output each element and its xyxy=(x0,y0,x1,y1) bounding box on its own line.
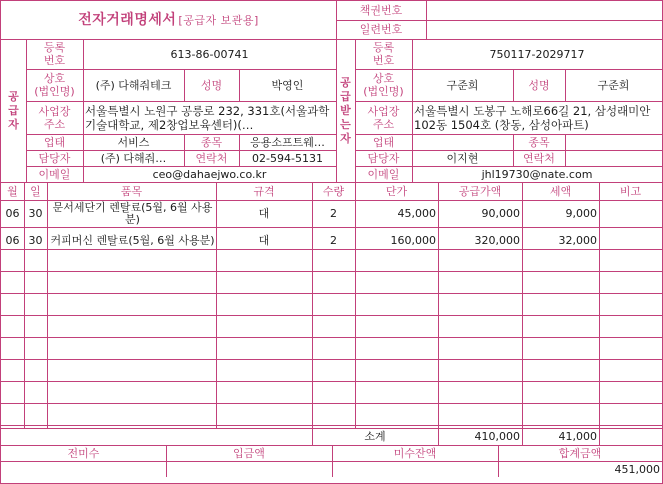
table-row-1-spec: 대 xyxy=(258,207,270,220)
book-number-value xyxy=(426,1,662,20)
table-row-1-supply: 90,000 xyxy=(481,207,520,220)
receiver-manager-label: 담당자 xyxy=(367,151,400,165)
table-row-2-item: 커피머신 렌탈료(5월, 6월 사용분) xyxy=(50,233,215,247)
grid-hline xyxy=(26,166,336,167)
supplier-name: 박영인 xyxy=(271,78,304,92)
receiver-name-label: 성명 xyxy=(528,78,550,92)
col-header-spec: 규격 xyxy=(253,184,275,198)
subtotal-label: 소계 xyxy=(364,430,386,443)
receiver-address: 서울특별시 도봉구 노해로66길 21, 삼성래미안 102동 1504호 (창동, 삼성아파트) xyxy=(414,103,651,132)
table-row-1-tax: 9,000 xyxy=(565,207,597,220)
grid-hline xyxy=(355,101,662,102)
total-value: 451,000 xyxy=(614,462,660,476)
grid-hline xyxy=(1,39,662,40)
grid-vline xyxy=(355,182,356,428)
grid-hline xyxy=(1,461,662,462)
grid-hline xyxy=(355,166,662,167)
receiver-contact xyxy=(565,150,662,166)
grid-vline xyxy=(426,1,427,39)
grid-vline xyxy=(239,69,240,101)
received-label: 입금액 xyxy=(233,446,265,460)
grid-vline xyxy=(47,182,48,428)
col-header-supply: 공급가액 xyxy=(458,184,502,198)
supplier-manager: (주) 다해줘… xyxy=(100,151,167,165)
supplier-company-label: 상호 (법인명) xyxy=(34,72,75,98)
grid-hline xyxy=(336,20,662,21)
col-header-month: 월 xyxy=(7,184,18,198)
grid-vline xyxy=(216,182,217,428)
col-header-unit-price: 단가 xyxy=(385,184,408,198)
col-header-day: 일 xyxy=(30,184,41,198)
prev-balance-value xyxy=(1,461,166,477)
table-row-2-tax: 32,000 xyxy=(558,234,597,247)
grid-hline xyxy=(1,200,662,201)
grid-vline xyxy=(355,39,356,182)
unpaid-value xyxy=(332,461,498,477)
receiver-company: 구준희 xyxy=(446,78,479,92)
supplier-side-label: 공 급 자 xyxy=(8,89,19,131)
receiver-side-label: 공 급 받 는 자 xyxy=(340,75,351,145)
grid-hline xyxy=(355,134,662,135)
receiver-reg-no-label: 등록 번호 xyxy=(372,41,395,67)
grid-hline xyxy=(1,293,662,294)
grid-vline xyxy=(565,69,566,101)
grid-hline xyxy=(1,271,662,272)
supplier-contact-label: 연락처 xyxy=(195,151,228,165)
subtotal-supply: 410,000 xyxy=(474,430,520,443)
table-row-1-day: 30 xyxy=(28,207,43,220)
grid-hline xyxy=(26,134,336,135)
document-title: 전자거래명세서 [공급자 보관용] xyxy=(78,11,259,28)
grid-vline xyxy=(513,134,514,166)
supplier-item-label: 종목 xyxy=(200,135,223,149)
receiver-email: jhl19730@nate.com xyxy=(481,167,593,181)
grid-hline xyxy=(355,150,662,151)
receiver-business-type-label: 업태 xyxy=(372,135,395,149)
grid-hline xyxy=(1,359,662,360)
grid-hline xyxy=(1,428,662,429)
grid-vline xyxy=(599,428,600,445)
document-title-sub: [공급자 보관용] xyxy=(178,13,259,27)
supplier-business-type-label: 업태 xyxy=(43,135,66,149)
col-header-note: 비고 xyxy=(619,184,642,198)
grid-vline xyxy=(412,39,413,182)
prev-balance-label: 전미수 xyxy=(67,446,100,460)
grid-vline xyxy=(438,182,439,428)
supplier-item: 응용소프트웨… xyxy=(250,135,325,149)
receiver-business-type xyxy=(412,134,513,150)
receiver-manager: 이지현 xyxy=(446,151,479,165)
grid-hline xyxy=(1,381,662,382)
grid-hline xyxy=(355,69,662,70)
table-row-1-note xyxy=(599,200,662,227)
subtotal-tax: 41,000 xyxy=(558,430,597,443)
grid-vline xyxy=(312,182,313,428)
grid-hline xyxy=(26,101,336,102)
grid-vline xyxy=(565,134,566,166)
col-header-item: 품목 xyxy=(120,184,143,198)
table-row-2-qty: 2 xyxy=(330,234,337,247)
grid-vline xyxy=(599,182,600,428)
table-row-2-month: 06 xyxy=(5,234,20,247)
grid-vline xyxy=(522,428,523,445)
receiver-contact-label: 연락처 xyxy=(523,151,555,165)
grid-hline xyxy=(1,249,662,250)
grid-hline xyxy=(1,425,662,426)
table-row-2-supply: 320,000 xyxy=(474,234,520,247)
grid-vline xyxy=(336,1,337,182)
receiver-item-label: 종목 xyxy=(528,135,550,149)
table-row-1-unit-price: 45,000 xyxy=(397,207,436,220)
serial-number-label: 일련번호 xyxy=(359,23,403,36)
grid-vline xyxy=(513,69,514,101)
grid-vline xyxy=(239,134,240,166)
serial-number-value xyxy=(426,20,662,39)
grid-vline xyxy=(522,182,523,428)
grid-vline xyxy=(312,428,313,445)
grid-hline xyxy=(26,69,336,70)
receiver-address-label: 사업장 주소 xyxy=(367,104,400,131)
grid-vline xyxy=(438,428,439,445)
supplier-address: 서울특별시 노원구 공릉로 232, 331호(서울과학기술대학교, 제2창업보육센터)(… xyxy=(85,103,330,132)
receiver-company-label: 상호 (법인명) xyxy=(363,72,404,98)
table-row-2-day: 30 xyxy=(28,234,43,247)
table-row-1-month: 06 xyxy=(5,207,20,220)
grid-vline xyxy=(83,39,84,182)
grid-vline xyxy=(184,69,185,101)
received-value xyxy=(166,461,332,477)
supplier-business-type: 서비스 xyxy=(117,135,150,149)
grid-hline xyxy=(1,403,662,404)
grid-hline xyxy=(26,150,336,151)
supplier-company: (주) 다해줘테크 xyxy=(95,78,172,92)
supplier-reg-no: 613-86-00741 xyxy=(170,47,249,61)
unpaid-label: 미수잔액 xyxy=(393,446,437,460)
book-number-label: 책권번호 xyxy=(359,4,403,17)
grid-hline xyxy=(1,315,662,316)
supplier-email-label: 이메일 xyxy=(38,167,71,181)
col-header-tax: 세액 xyxy=(549,184,572,198)
supplier-address-label: 사업장 주소 xyxy=(38,104,71,131)
receiver-email-label: 이메일 xyxy=(367,167,400,181)
supplier-manager-label: 담당자 xyxy=(38,151,71,165)
grid-hline xyxy=(1,227,662,228)
supplier-reg-no-label: 등록 번호 xyxy=(43,41,66,67)
grid-hline xyxy=(1,182,662,183)
table-row-2-unit-price: 160,000 xyxy=(390,234,436,247)
table-row-1-qty: 2 xyxy=(330,207,337,220)
supplier-contact: 02-594-5131 xyxy=(252,151,323,165)
supplier-email: ceo@dahaejwo.co.kr xyxy=(152,167,267,181)
grid-hline xyxy=(1,337,662,338)
grid-vline xyxy=(24,182,25,428)
receiver-name: 구준희 xyxy=(597,78,630,92)
grid-vline xyxy=(184,134,185,166)
grid-vline xyxy=(26,39,27,182)
supplier-name-label: 성명 xyxy=(200,78,223,92)
table-row-1-item: 문서세단기 렌탈료(5월, 6월 사용분) xyxy=(52,200,213,226)
total-label: 합계금액 xyxy=(558,446,602,460)
col-header-qty: 수량 xyxy=(322,184,345,198)
receiver-item xyxy=(565,134,662,150)
table-row-2-spec: 대 xyxy=(258,234,270,247)
receiver-reg-no: 750117-2029717 xyxy=(489,47,585,61)
